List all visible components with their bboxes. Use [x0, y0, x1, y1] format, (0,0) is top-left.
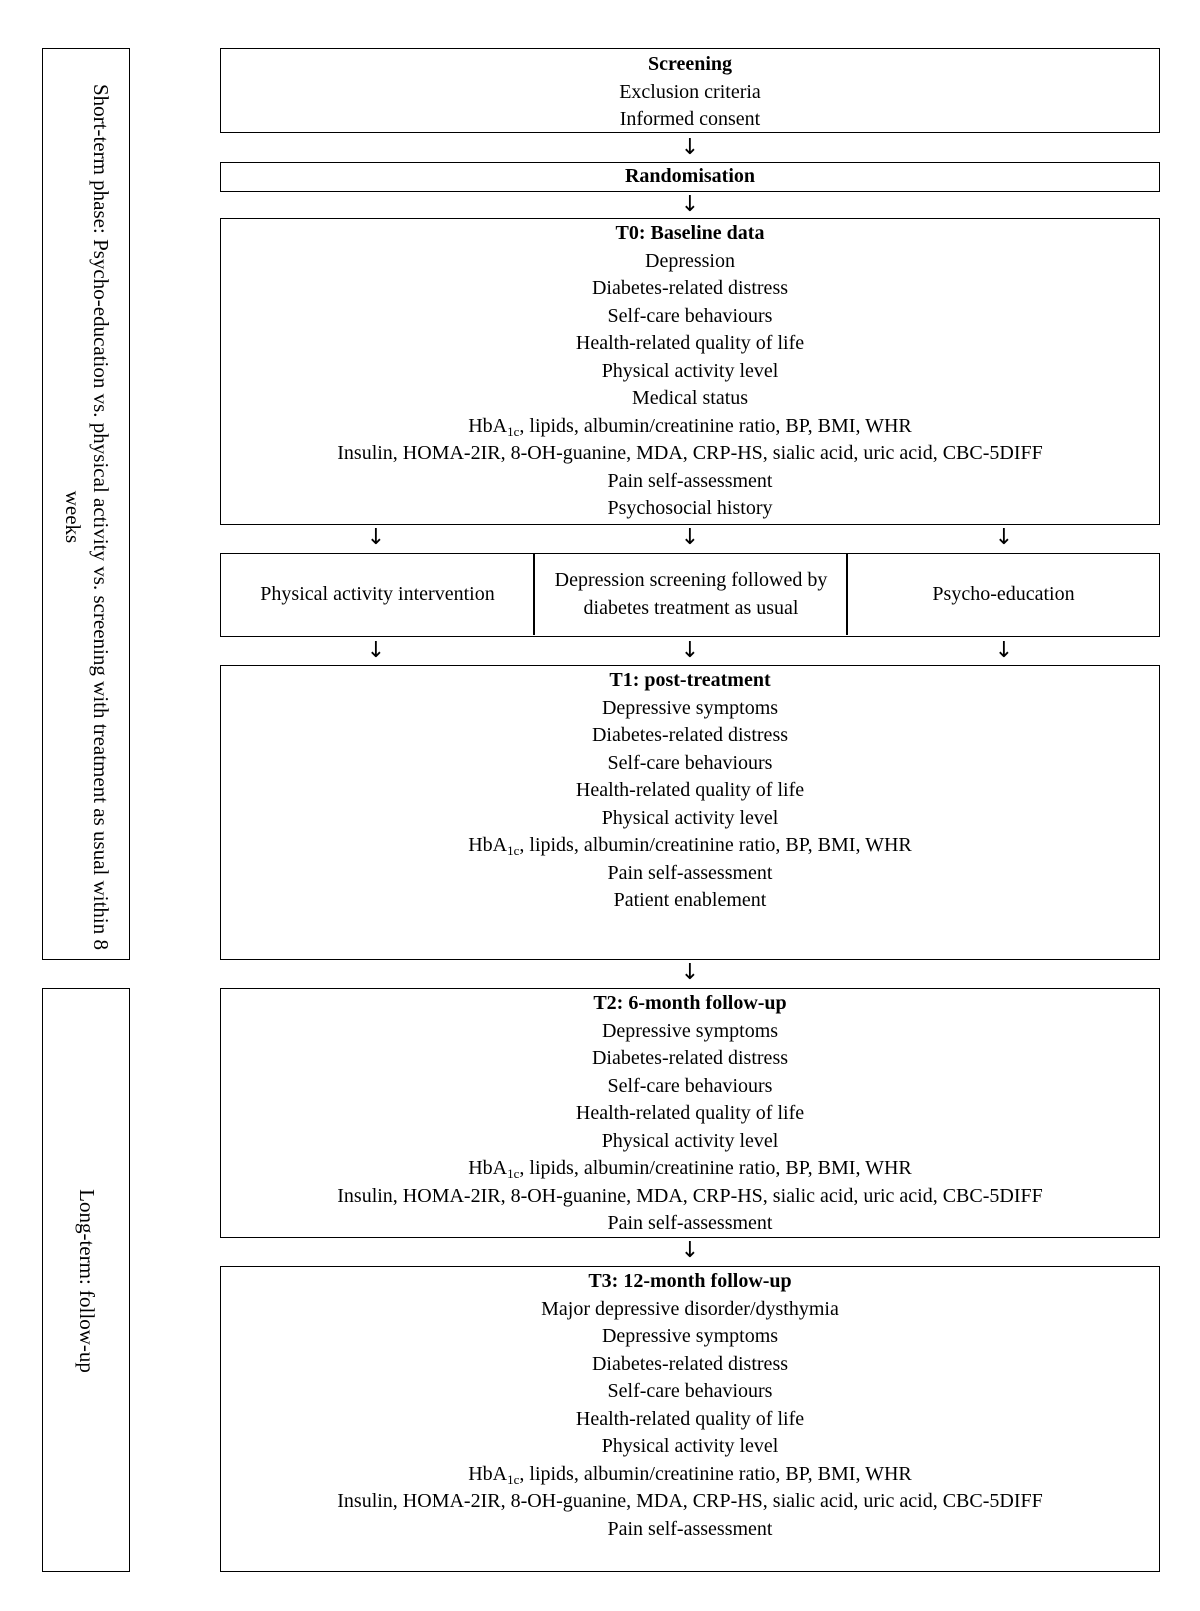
t3-title: T3: 12-month follow-up: [588, 1270, 792, 1292]
randomisation-box: [220, 162, 1160, 192]
t3-measure: Physical activity level: [601, 1435, 779, 1457]
hba-rest: , lipids, albumin/creatinine ratio, BP, BMI, WHR: [519, 834, 912, 856]
hba-subscript: 1c: [507, 423, 520, 439]
hba-rest: , lipids, albumin/creatinine ratio, BP, BMI, WHR: [519, 1462, 912, 1485]
t0-measure: Physical activity level: [601, 359, 779, 382]
t1-measure: Health-related quality of life: [575, 779, 805, 801]
t0-measure: Medical status: [631, 387, 749, 409]
down-arrow-icon: ↓: [994, 525, 1014, 550]
t1-measure: Pain self-assessment: [607, 861, 773, 884]
down-arrow-icon: ↓: [680, 135, 700, 160]
arms-row: [220, 553, 1160, 637]
arm-divider: [533, 554, 535, 635]
screening-title: Screening: [647, 53, 733, 75]
hba-subscript: 1c: [507, 1166, 520, 1181]
t0-measure: Psychosocial history: [607, 497, 773, 519]
t3-measure: Health-related quality of life: [575, 1407, 805, 1430]
t2-measure: Diabetes-related distress: [591, 1047, 789, 1069]
down-arrow-icon: ↓: [680, 638, 700, 663]
t2-measure: Pain self-assessment: [607, 1212, 773, 1234]
long-term-phase-label: Long-term: follow-up: [75, 1189, 99, 1373]
t3-hba1c-line: [221, 1461, 1159, 1489]
t1-post-treatment-box: [220, 665, 1160, 960]
t3-follow-up-box: [220, 1266, 1160, 1572]
hba-rest: , lipids, albumin/creatinine ratio, BP, BMI, WHR: [519, 1157, 912, 1179]
t2-hba1c-line: [221, 1155, 1159, 1183]
t3-measure: Pain self-assessment: [607, 1517, 773, 1540]
hba-subscript: 1c: [507, 1471, 520, 1487]
t1-measure: Self-care behaviours: [607, 751, 773, 774]
t0-measure: Self-care behaviours: [607, 304, 773, 327]
t3-measure: Insulin, HOMA-2IR, 8-OH-guanine, MDA, CRP-HS, sialic acid, uric acid, CBC-5DIFF: [337, 1490, 1043, 1512]
screening-box: [220, 48, 1160, 133]
t2-measure: Depressive symptoms: [601, 1019, 779, 1042]
screening-line: Informed consent: [619, 108, 761, 130]
down-arrow-icon: ↓: [680, 525, 700, 550]
t0-hba1c-line: [221, 413, 1159, 441]
t0-measure: Insulin, HOMA-2IR, 8-OH-guanine, MDA, CRP-HS, sialic acid, uric acid, CBC-5DIFF: [337, 442, 1043, 464]
t3-measure: Depressive symptoms: [601, 1325, 779, 1347]
short-term-phase-label: Short-term phase: Psycho-education vs. physical activity vs. screening with treatment as usual within 8 weeks: [61, 83, 113, 951]
arm-psycho-education: Psycho-education: [932, 582, 1075, 605]
down-arrow-icon: ↓: [680, 1238, 700, 1263]
hba-rest: , lipids, albumin/creatinine ratio, BP, BMI, WHR: [519, 414, 912, 437]
t2-measure: Health-related quality of life: [575, 1102, 805, 1124]
hba-text: HbA: [468, 1462, 508, 1485]
t3-measure: Major depressive disorder/dysthymia: [541, 1297, 839, 1320]
t0-baseline-box: [220, 218, 1160, 525]
t0-measure: Depression: [645, 249, 735, 272]
down-arrow-icon: ↓: [680, 192, 700, 217]
hba-text: HbA: [468, 834, 508, 856]
down-arrow-icon: ↓: [680, 960, 700, 985]
t1-measure: Patient enablement: [613, 889, 767, 911]
t0-title: T0: Baseline data: [615, 222, 765, 244]
short-term-phase-box: [42, 48, 130, 960]
down-arrow-icon: ↓: [366, 525, 386, 550]
t2-measure: Self-care behaviours: [607, 1074, 773, 1097]
t2-follow-up-box: [220, 988, 1160, 1238]
t3-measure: Diabetes-related distress: [591, 1352, 789, 1375]
down-arrow-icon: ↓: [366, 638, 386, 663]
hba-text: HbA: [468, 414, 508, 437]
screening-line: Exclusion criteria: [619, 80, 761, 103]
randomisation-title: Randomisation: [624, 165, 756, 187]
t1-measure: Depressive symptoms: [601, 696, 779, 719]
long-term-phase-box: [42, 988, 130, 1572]
t1-title: T1: post-treatment: [609, 669, 771, 691]
hba-subscript: 1c: [507, 843, 520, 858]
t1-hba1c-line: [221, 832, 1159, 860]
t2-title: T2: 6-month follow-up: [593, 992, 787, 1014]
t0-measure: Diabetes-related distress: [591, 277, 789, 299]
arm-screening-tau: Depression screening followed by diabetes treatment as usual: [554, 569, 828, 619]
down-arrow-icon: ↓: [994, 638, 1014, 663]
t2-measure: Insulin, HOMA-2IR, 8-OH-guanine, MDA, CRP-HS, sialic acid, uric acid, CBC-5DIFF: [337, 1184, 1043, 1207]
arm-physical-activity: Physical activity intervention: [260, 582, 495, 605]
t0-measure: Pain self-assessment: [607, 469, 773, 492]
t1-measure: Physical activity level: [601, 806, 779, 829]
t2-measure: Physical activity level: [601, 1129, 779, 1152]
hba-text: HbA: [468, 1157, 508, 1179]
t0-measure: Health-related quality of life: [575, 332, 805, 354]
t3-measure: Self-care behaviours: [607, 1380, 773, 1402]
t1-measure: Diabetes-related distress: [591, 724, 789, 746]
